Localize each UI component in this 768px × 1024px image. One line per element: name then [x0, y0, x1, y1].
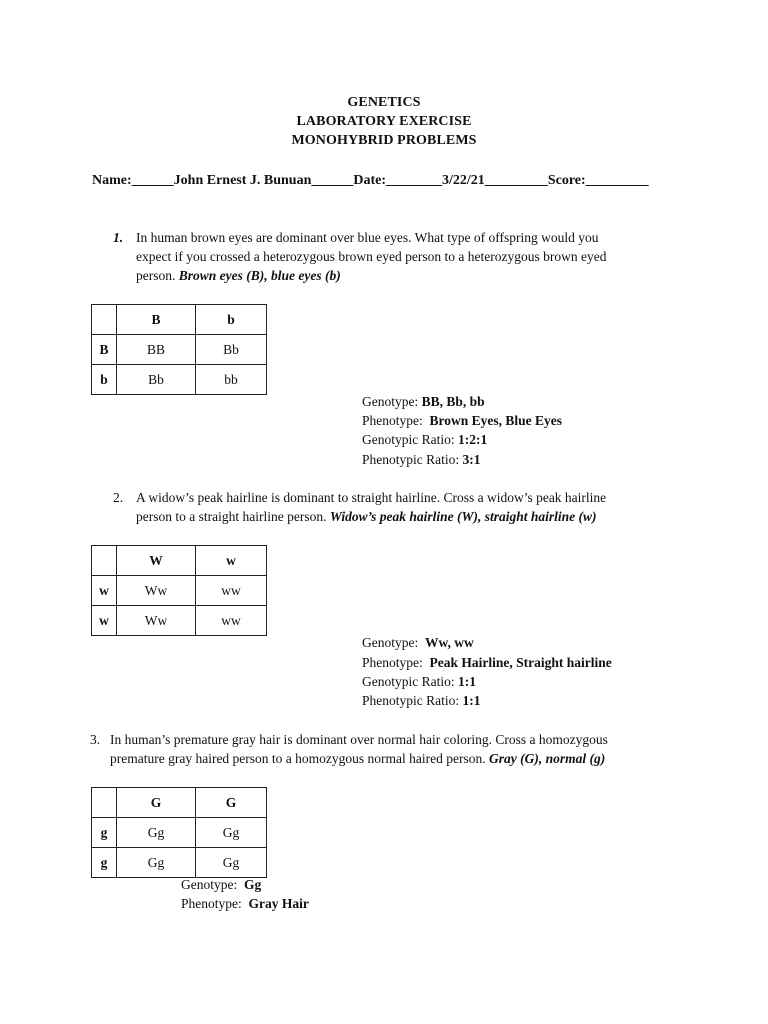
- allele-key: Widow’s peak hairline (W), straight hairline (w): [329, 509, 597, 524]
- name-value: ______John Ernest J. Bunuan______: [131, 173, 354, 188]
- problem-text-line: [136, 266, 341, 286]
- table-cell: BB: [117, 335, 196, 365]
- date-value: ________3/22/21_________: [386, 173, 548, 188]
- score-value: _________: [585, 173, 649, 188]
- table-cell: [92, 788, 117, 818]
- problem-text-end: person to a straight hairline person.: [136, 509, 327, 524]
- result-value: 3:1: [462, 452, 481, 467]
- result-phenotype: [362, 653, 612, 673]
- result-value: Brown Eyes, Blue Eyes: [429, 413, 563, 428]
- result-genotype: [362, 633, 474, 653]
- problem-text-line: expect if you crossed a heterozygous brown eyed person to a heterozygous brown eyed: [136, 249, 607, 264]
- table-cell: G: [117, 788, 196, 818]
- result-value: Peak Hairline, Straight hairline: [429, 655, 612, 670]
- result-value: 1:1: [462, 693, 481, 708]
- result-genotypic-ratio: [362, 430, 487, 450]
- result-label: Genotype:: [362, 394, 419, 409]
- table-cell: W: [117, 546, 196, 576]
- title-genetics: GENETICS: [347, 95, 421, 110]
- problem-text-line: A widow’s peak hairline is dominant to straight hairline. Cross a widow’s peak hairline: [136, 490, 607, 505]
- score-label: Score:: [547, 173, 586, 188]
- table-cell: B: [92, 335, 117, 365]
- result-label: Genotypic Ratio:: [362, 432, 455, 447]
- result-label: Phenotypic Ratio:: [362, 693, 460, 708]
- table-cell: Gg: [196, 818, 267, 848]
- punnett-square: [91, 787, 267, 878]
- result-value: BB, Bb, bb: [421, 394, 485, 409]
- result-phenotypic-ratio: [362, 691, 481, 711]
- problem-text-line: In human’s premature gray hair is dominant over normal hair coloring. Cross a homozygous: [110, 732, 608, 747]
- table-cell: G: [196, 788, 267, 818]
- result-phenotypic-ratio: [362, 450, 481, 470]
- table-cell: Gg: [117, 848, 196, 878]
- table-cell: b: [196, 305, 267, 335]
- result-label: Phenotype:: [362, 655, 423, 670]
- table-cell: w: [92, 576, 117, 606]
- table-cell: w: [92, 606, 117, 636]
- result-genotype: [362, 392, 485, 412]
- problem-number: 2.: [113, 490, 124, 505]
- problem-text-line: [136, 507, 597, 527]
- table-cell: g: [92, 848, 117, 878]
- table-cell: Bb: [196, 335, 267, 365]
- table-cell: ww: [196, 606, 267, 636]
- table-cell: g: [92, 818, 117, 848]
- problem-number: 3.: [90, 732, 101, 747]
- result-value: Gray Hair: [248, 896, 309, 911]
- result-label: Phenotype:: [362, 413, 423, 428]
- title-laboratory-exercise: LABORATORY EXERCISE: [296, 114, 472, 129]
- table-cell: [92, 546, 117, 576]
- result-genotype: [181, 875, 261, 895]
- result-label: Phenotypic Ratio:: [362, 452, 460, 467]
- date-label: Date:: [353, 173, 387, 188]
- table-row: [92, 606, 267, 636]
- table-row: [92, 788, 267, 818]
- table-cell: w: [196, 546, 267, 576]
- name-date-score-line: [92, 171, 649, 191]
- table-row: [92, 546, 267, 576]
- table-cell: Bb: [117, 365, 196, 395]
- table-row: [92, 848, 267, 878]
- result-phenotype: [362, 411, 562, 431]
- result-value: 1:1: [457, 674, 476, 689]
- table-row: [92, 365, 267, 395]
- result-label: Genotype:: [181, 877, 238, 892]
- table-cell: ww: [196, 576, 267, 606]
- result-value: Gg: [244, 877, 262, 892]
- table-cell: bb: [196, 365, 267, 395]
- table-cell: Gg: [117, 818, 196, 848]
- result-value: Ww, ww: [425, 635, 474, 650]
- table-row: [92, 576, 267, 606]
- name-label: Name:: [92, 173, 132, 188]
- punnett-square: [91, 304, 267, 395]
- table-cell: b: [92, 365, 117, 395]
- result-label: Genotypic Ratio:: [362, 674, 455, 689]
- table-row: [92, 818, 267, 848]
- result-genotypic-ratio: [362, 672, 476, 692]
- punnett-square: [91, 545, 267, 636]
- table-cell: B: [117, 305, 196, 335]
- table-cell: Ww: [117, 606, 196, 636]
- problem-number: 1.: [113, 230, 124, 245]
- allele-key: Brown eyes (B), blue eyes (b): [178, 268, 341, 283]
- problem-text-line: In human brown eyes are dominant over blue eyes. What type of offspring would you: [136, 230, 599, 245]
- result-phenotype: [181, 894, 309, 914]
- allele-key: Gray (G), normal (g): [489, 751, 606, 766]
- table-cell: Gg: [196, 848, 267, 878]
- result-label: Phenotype:: [181, 896, 242, 911]
- result-label: Genotype:: [362, 635, 419, 650]
- table-row: [92, 305, 267, 335]
- problem-text-line: [110, 749, 605, 769]
- table-row: [92, 335, 267, 365]
- problem-text-end: person.: [136, 268, 176, 283]
- table-cell: [92, 305, 117, 335]
- table-cell: Ww: [117, 576, 196, 606]
- title-monohybrid-problems: MONOHYBRID PROBLEMS: [291, 133, 477, 148]
- problem-text-end: premature gray haired person to a homozygous normal haired person.: [110, 751, 486, 766]
- result-value: 1:2:1: [457, 432, 488, 447]
